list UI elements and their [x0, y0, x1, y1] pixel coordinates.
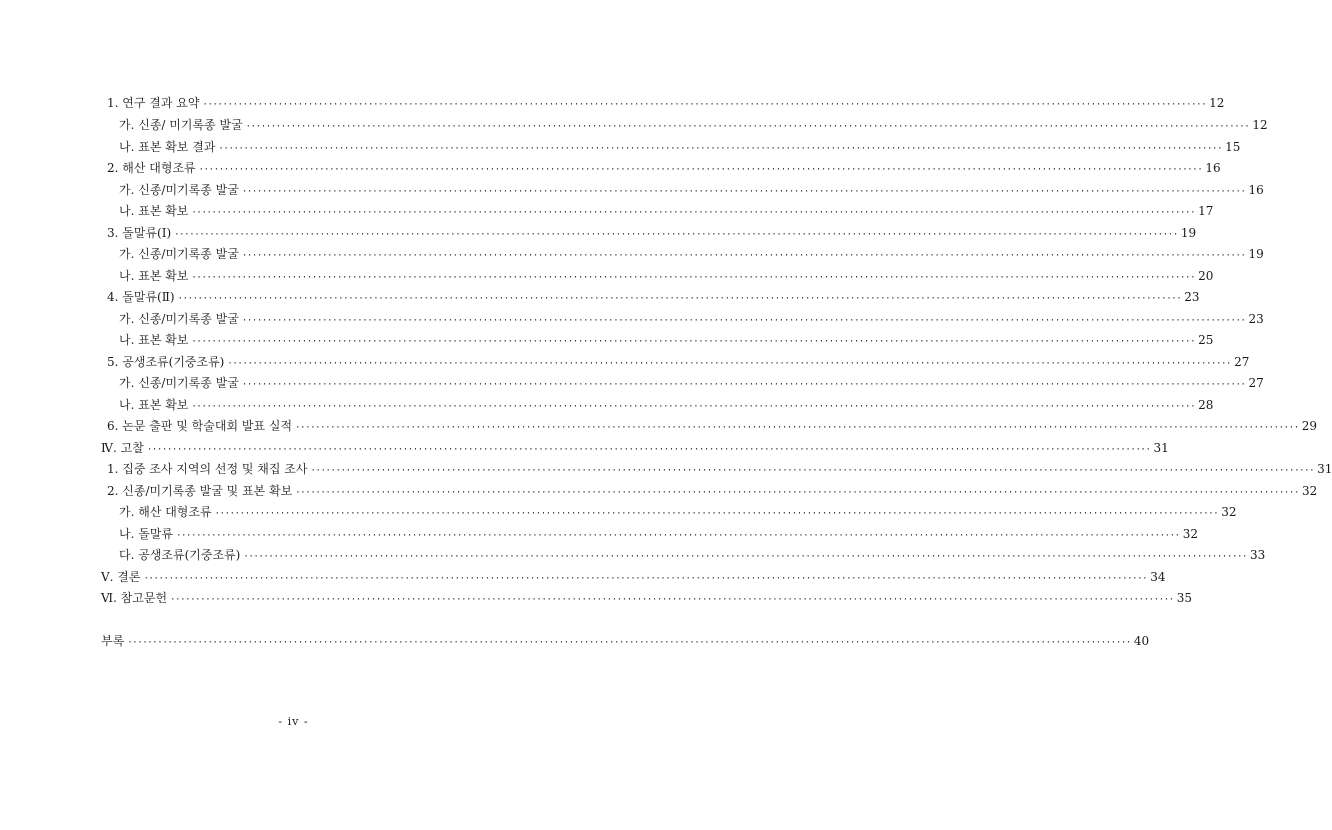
toc-entry[interactable]: [107, 161, 1221, 177]
toc-entry-label: 가. 신종/미기록종 발굴: [119, 183, 239, 197]
toc-entry[interactable]: [101, 591, 1193, 607]
toc-entry[interactable]: [119, 548, 1266, 564]
page-number: - iv -: [278, 715, 309, 728]
toc-entry-label: 부록: [101, 634, 125, 648]
toc-entry-page: 32: [1301, 484, 1318, 498]
toc-entry-page: 17: [1198, 204, 1214, 218]
toc-entry-page: 31: [1153, 441, 1169, 455]
dot-leader: ········································································································································································································: [170, 595, 1174, 605]
dot-leader: ········································································································································································································: [174, 230, 1178, 240]
toc-entry[interactable]: [119, 527, 1198, 543]
toc-entry-label: 나. 표본 확보: [119, 204, 189, 218]
toc-entry-label: 4. 돌말류(Ⅱ): [107, 290, 175, 304]
dot-leader: ········································································································································································································: [177, 294, 1182, 304]
toc-entry[interactable]: [101, 441, 1169, 457]
toc-entry-page: 23: [1248, 312, 1264, 326]
toc-entry[interactable]: [101, 634, 1150, 650]
toc-entry-page: 34: [1150, 570, 1166, 584]
toc-entry-label: 나. 표본 확보: [119, 269, 189, 283]
dot-leader: ········································································································································································································: [198, 165, 1203, 175]
toc-entry-label: 2. 신종/미기록종 발굴 및 표본 확보: [107, 484, 293, 498]
toc-entry-page: 32: [1221, 505, 1237, 519]
toc-entry-page: 40: [1133, 634, 1150, 648]
toc-entry[interactable]: [107, 462, 1332, 478]
dot-leader: ········································································································································································································: [310, 466, 1315, 476]
toc-entry-label: Ⅴ. 결론: [101, 570, 141, 584]
toc-entry[interactable]: [107, 484, 1318, 500]
toc-entry[interactable]: [107, 419, 1318, 435]
dot-leader: ········································································································································································································: [241, 251, 1246, 261]
toc-entry-label: 가. 해산 대형조류: [119, 505, 212, 519]
toc-entry-page: 27: [1248, 376, 1264, 390]
toc-entry-label: 나. 표본 확보: [119, 398, 189, 412]
dot-leader: ········································································································································································································: [176, 531, 1180, 541]
toc-entry[interactable]: [101, 570, 1166, 586]
toc-entry-page: 35: [1176, 591, 1193, 605]
toc-entry[interactable]: [119, 183, 1264, 199]
toc-entry-page: 15: [1225, 140, 1241, 154]
dot-leader: ········································································································································································································: [243, 552, 1248, 562]
toc-entry-page: 16: [1205, 161, 1221, 175]
toc-entry-page: 16: [1248, 183, 1264, 197]
toc-entry[interactable]: [119, 376, 1264, 392]
toc-entry[interactable]: [119, 505, 1237, 521]
toc-entry-page: 29: [1301, 419, 1318, 433]
dot-leader: ········································································································································································································: [214, 509, 1219, 519]
dot-leader: ········································································································································································································: [295, 488, 1299, 498]
toc-entry-label: 1. 집중 조사 지역의 선정 및 채집 조사: [107, 462, 308, 476]
dot-leader: ········································································································································································································: [241, 380, 1246, 390]
toc-entry[interactable]: [107, 96, 1225, 112]
toc-entry[interactable]: [107, 226, 1197, 242]
toc-entry[interactable]: [107, 290, 1200, 306]
toc-entry-page: 19: [1180, 226, 1197, 240]
dot-leader: ········································································································································································································: [227, 359, 1232, 369]
dot-leader: ········································································································································································································: [191, 402, 1196, 412]
dot-leader: ········································································································································································································: [218, 144, 1223, 154]
dot-leader: ········································································································································································································: [241, 316, 1246, 326]
dot-leader: ········································································································································································································: [202, 100, 1207, 110]
toc-entry-page: 19: [1248, 247, 1264, 261]
toc-entry-label: 2. 해산 대형조류: [107, 161, 196, 175]
toc-entry-label: 가. 신종/미기록종 발굴: [119, 312, 239, 326]
toc-entry-label: Ⅵ. 참고문헌: [101, 591, 168, 605]
dot-leader: ········································································································································································································: [191, 273, 1196, 283]
toc-entry[interactable]: [119, 247, 1264, 263]
toc-entry-page: 12: [1252, 118, 1268, 132]
toc-entry-label: 나. 표본 확보 결과: [119, 140, 216, 154]
toc-entry-page: 20: [1198, 269, 1214, 283]
toc-entry-page: 25: [1198, 333, 1214, 347]
toc-entry[interactable]: [119, 118, 1268, 134]
toc-entry-label: 가. 신종/미기록종 발굴: [119, 247, 239, 261]
toc-entry[interactable]: [119, 312, 1264, 328]
toc-entry[interactable]: [119, 140, 1241, 156]
toc-entry-label: 나. 돌말류: [119, 527, 173, 541]
toc-entry[interactable]: [119, 398, 1214, 414]
toc-entry[interactable]: [107, 355, 1250, 371]
toc-entry[interactable]: [119, 269, 1214, 285]
dot-leader: ········································································································································································································: [245, 122, 1250, 132]
toc-entry[interactable]: [119, 204, 1214, 220]
toc-entry-label: 1. 연구 결과 요약: [107, 96, 200, 110]
toc-entry-label: 가. 신종/ 미기록종 발굴: [119, 118, 243, 132]
dot-leader: ········································································································································································································: [241, 187, 1246, 197]
toc-entry-page: 12: [1209, 96, 1225, 110]
toc-entry-label: 3. 돌말류(Ⅰ): [107, 226, 172, 240]
dot-leader: ········································································································································································································: [146, 445, 1151, 455]
dot-leader: ········································································································································································································: [191, 208, 1196, 218]
dot-leader: ········································································································································································································: [127, 638, 1131, 648]
toc-entry-page: 31: [1317, 462, 1332, 476]
dot-leader: ········································································································································································································: [143, 574, 1148, 584]
toc-entry-page: 28: [1198, 398, 1214, 412]
toc-entry-label: 가. 신종/미기록종 발굴: [119, 376, 239, 390]
toc-entry-page: 27: [1234, 355, 1250, 369]
toc-entry-label: 5. 공생조류(기중조류): [107, 355, 225, 369]
toc-entry-label: 6. 논문 출판 및 학술대회 발표 실적: [107, 419, 293, 433]
toc-entry-label: 나. 표본 확보: [119, 333, 189, 347]
dot-leader: ········································································································································································································: [191, 337, 1196, 347]
toc-entry-page: 32: [1182, 527, 1198, 541]
toc-entry-page: 33: [1250, 548, 1266, 562]
dot-leader: ········································································································································································································: [295, 423, 1299, 433]
toc-entry-label: Ⅳ. 고찰: [101, 441, 144, 455]
toc-entry-page: 23: [1184, 290, 1200, 304]
toc-entry-label: 다. 공생조류(기중조류): [119, 548, 241, 562]
toc-entry[interactable]: [119, 333, 1214, 349]
